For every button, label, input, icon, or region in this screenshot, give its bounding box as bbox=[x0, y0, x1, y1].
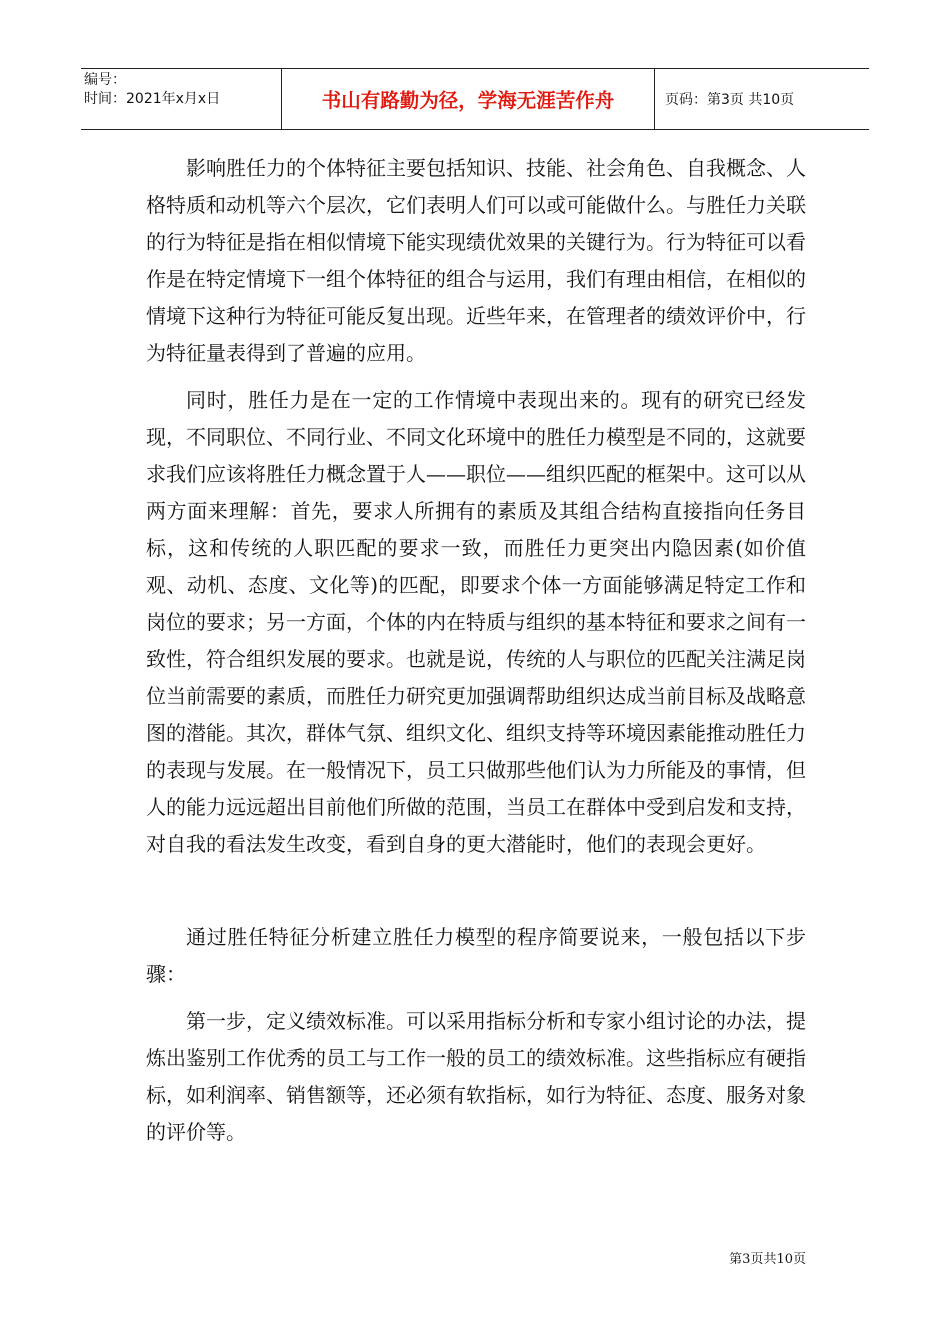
header-motto: 书山有路勤为径，学海无涯苦作舟 bbox=[282, 69, 655, 129]
paragraph-4: 第一步，定义绩效标准。可以采用指标分析和专家小组讨论的办法，提炼出鉴别工作优秀的员工与工作一般的员工的绩效标准。这些指标应有硬指标，如利润率、销售额等，还必须有软指标，如行为特征、态度、服务对象的评价等。 bbox=[146, 1009, 806, 1144]
header-meta-cell bbox=[81, 69, 282, 129]
page-header bbox=[81, 68, 869, 130]
page-footer: 第3页共10页 bbox=[729, 1252, 806, 1267]
header-page-info: 页码：第3页 共10页 bbox=[665, 92, 795, 108]
paragraph-1: 影响胜任力的个体特征主要包括知识、技能、社会角色、自我概念、人格特质和动机等六个层次，它们表明人们可以或可能做什么。与胜任力关联的行为特征是指在相似情境下能实现绩优效果的关键行为。行为特征可以看作是在特定情境下一组个体特征的组合与运用，我们有理由相信，在相似的情境下这种行为特征可能反复出现。近些年来，在管理者的绩效评价中，行为特征量表得到了普遍的应用。 bbox=[146, 156, 806, 365]
paragraph-2: 同时，胜任力是在一定的工作情境中表现出来的。现有的研究已经发现，不同职位、不同行业、不同文化环境中的胜任力模型是不同的，这就要求我们应该将胜任力概念置于人——职位——组织匹配的框架中。这可以从两方面来理解：首先，要求人所拥有的素质及其组合结构直接指向任务目标，这和传统的人职匹配的要求一致，而胜任力更突出内隐因素(如价值观、动机、态度、文化等)的匹配，即要求个体一方面能够满足特定工作和岗位的要求；另一方面，个体的内在特质与组织的基本特征和要求之间有一致性，符合组织发展的要求。也就是说，传统的人与职位的匹配关注满足岗位当前需要的素质，而胜任力研究更加强调帮助组织达成当前目标及战略意图的潜能。其次，群体气氛、组织文化、组织支持等环境因素能推动胜任力的表现与发展。在一般情况下，员工只做那些他们认为力所能及的事情，但人的能力远远超出目前他们所做的范围，当员工在群体中受到启发和支持，对自我的看法发生改变，看到自身的更大潜能时，他们的表现会更好。 bbox=[146, 388, 806, 856]
document-date: 时间：2021年x月x日 bbox=[84, 91, 221, 107]
document-body bbox=[146, 150, 806, 1151]
paragraph-3: 通过胜任特征分析建立胜任力模型的程序简要说来，一般包括以下步骤： bbox=[146, 925, 806, 986]
document-number-label: 编号： bbox=[84, 72, 126, 88]
